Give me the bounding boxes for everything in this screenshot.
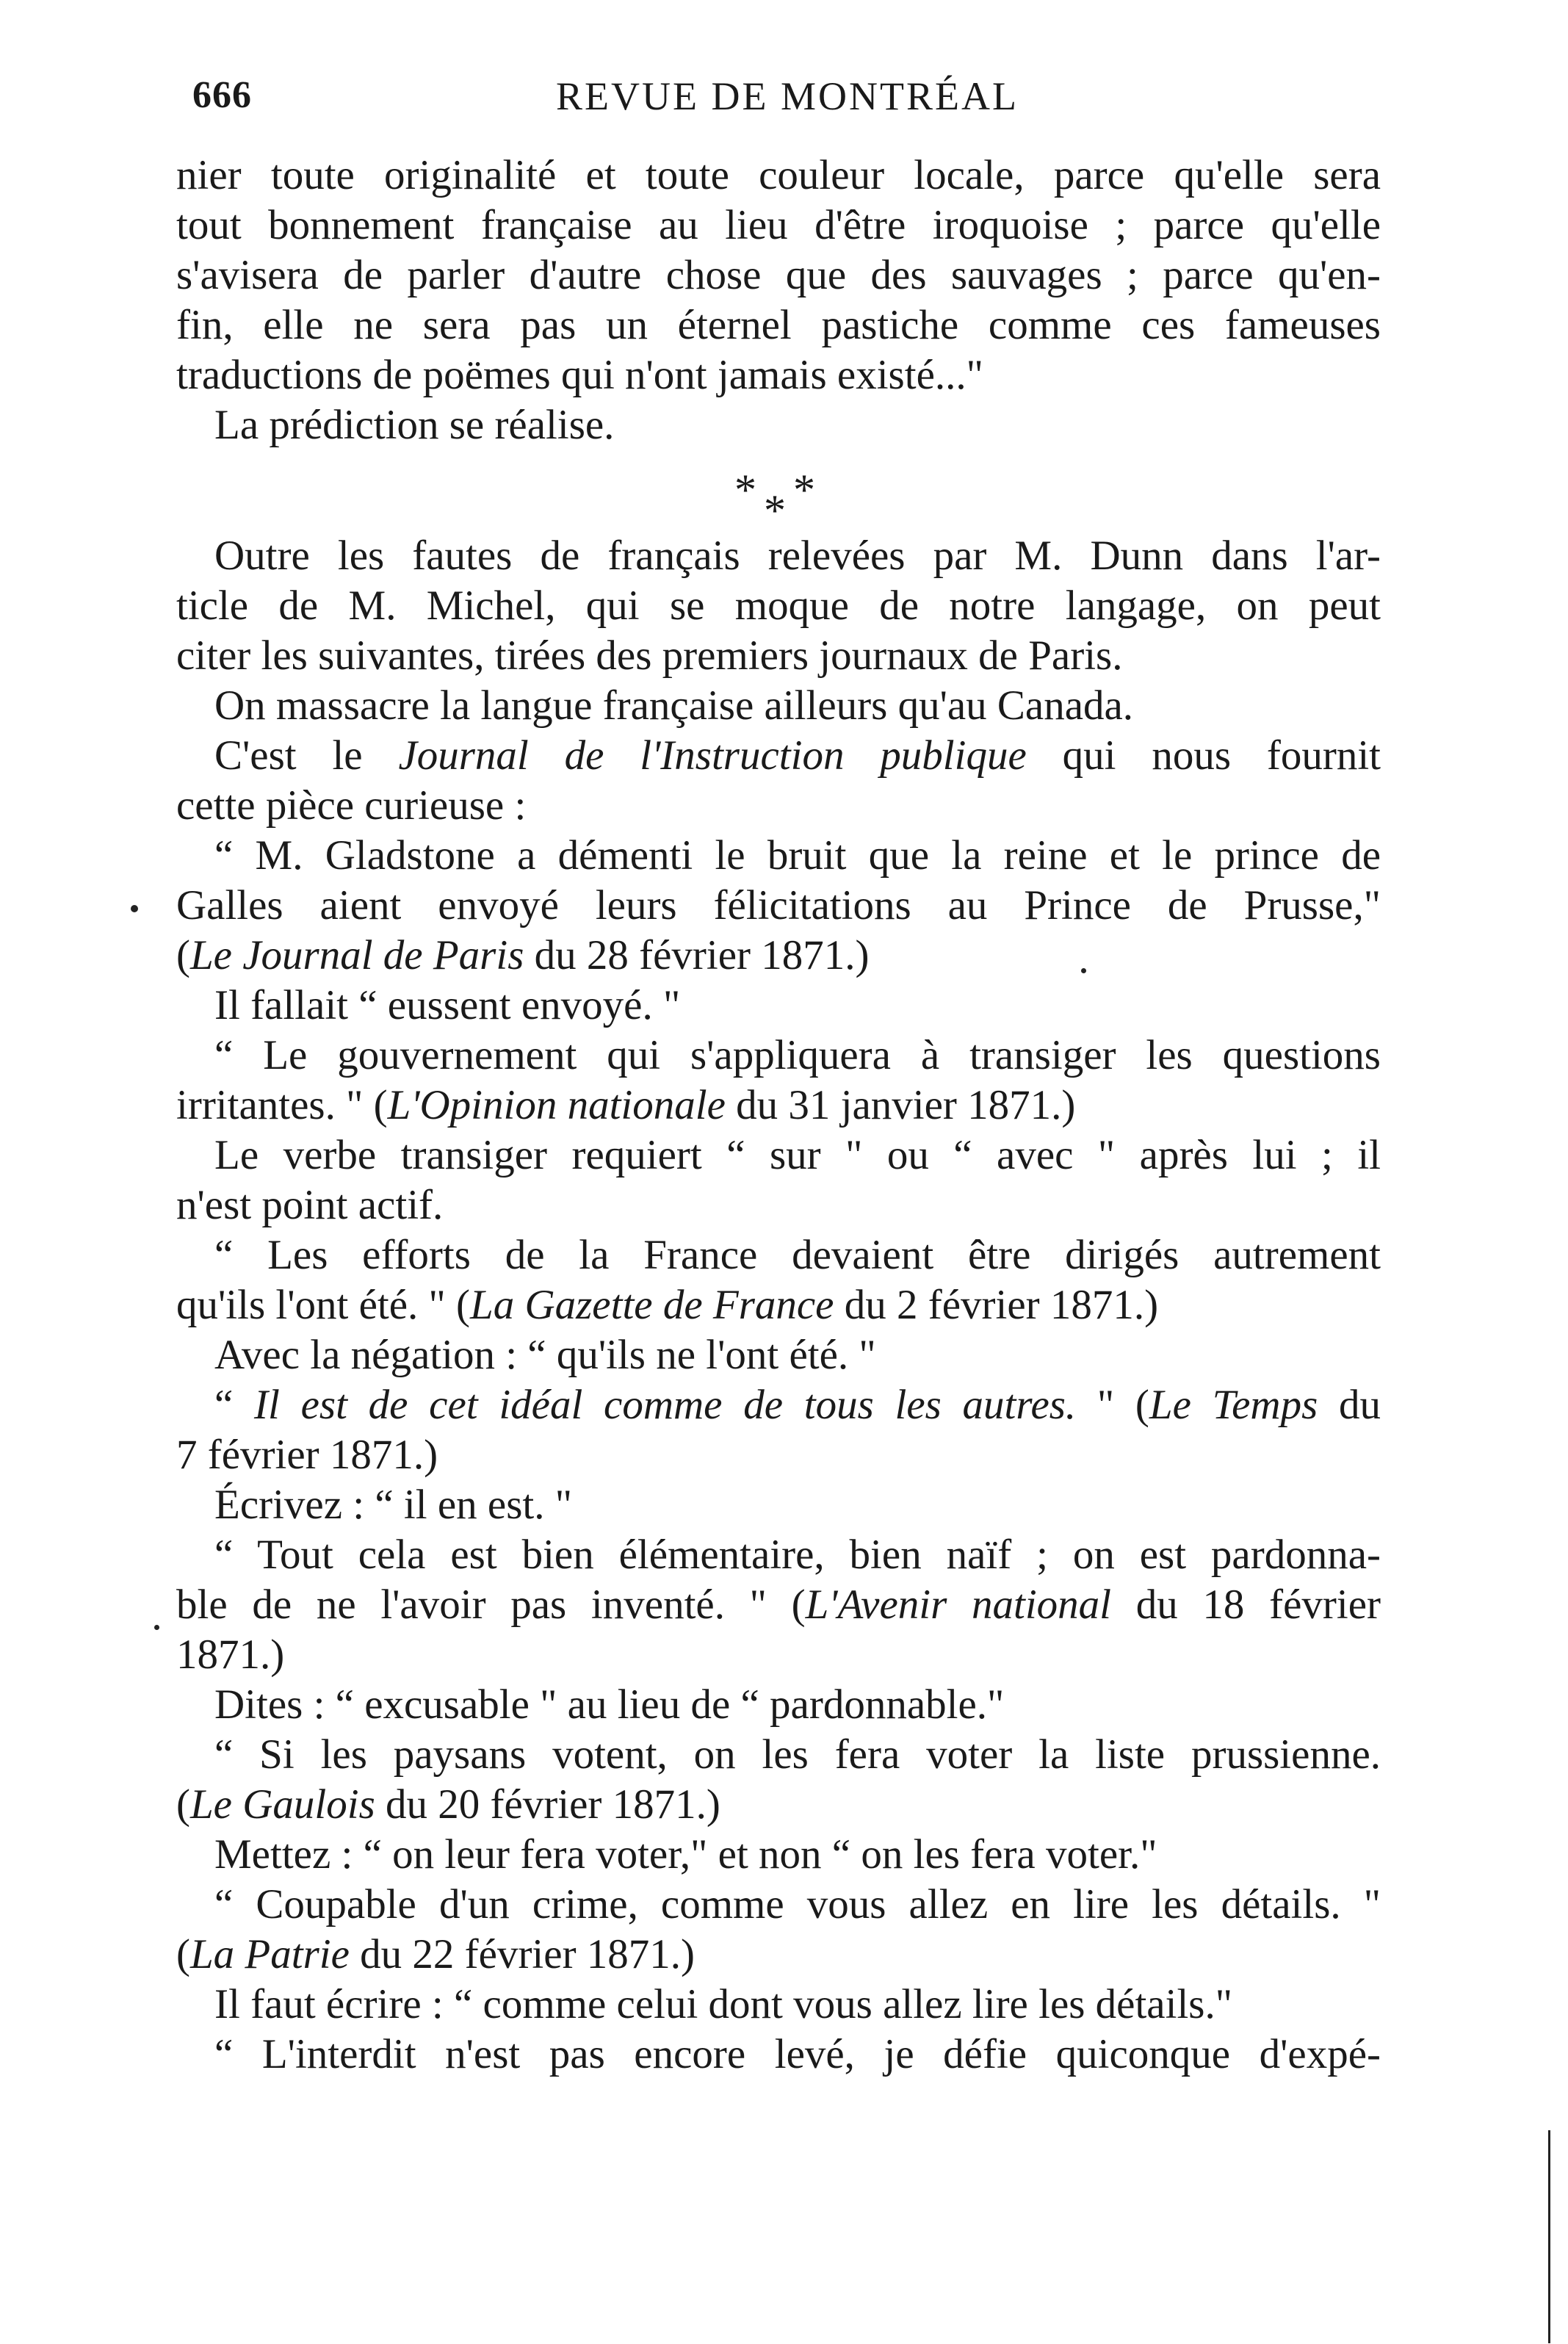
text-run: du 31 janvier 1871.) xyxy=(725,1082,1076,1128)
running-title: REVUE DE MONTRÉAL xyxy=(556,74,1019,118)
quote-line: “ M. Gladstone a démenti le bruit que la reine et le prince de xyxy=(214,832,1381,879)
journal-title: La Patrie xyxy=(189,1931,350,1977)
correction-line: Il faut écrire : “ comme celui dont vous allez lire les détails." xyxy=(214,1981,1232,2027)
page-number: 666 xyxy=(192,74,252,116)
print-speck xyxy=(131,905,138,912)
asterisk-mark: * xyxy=(734,466,756,514)
text-line xyxy=(176,731,1381,781)
quote-line: Galles aient envoyé leurs félicitations au Prince de Prusse," xyxy=(176,882,1381,928)
text-line: La prédiction se réalise. xyxy=(214,402,615,448)
citation-line xyxy=(176,1580,1381,1630)
citation-line xyxy=(176,1930,1381,1980)
text-line: cette pièce curieuse : xyxy=(176,782,527,829)
quote-line: “ Coupable d'un crime, comme vous allez en lire les détails. " xyxy=(214,1881,1381,1928)
text-line: tout bonnement française au lieu d'être iroquoise ; parce qu'elle xyxy=(176,202,1381,248)
text-line: nier toute originalité et toute couleur locale, parce qu'elle sera xyxy=(176,152,1381,198)
text-run: " ( xyxy=(1076,1382,1149,1428)
text-line: fin, elle ne sera pas un éternel pastiche comme ces fameuses xyxy=(176,302,1381,348)
scan-edge-line xyxy=(1548,2130,1550,2343)
text-line: Outre les fautes de français relevées par M. Dunn dans l'ar- xyxy=(214,533,1381,579)
text-run: C'est le xyxy=(214,732,399,779)
quote-line: “ Le gouvernement qui s'appliquera à transiger les questions xyxy=(214,1032,1381,1078)
text-run: du 18 février xyxy=(1111,1582,1381,1628)
citation-line: 7 février 1871.) xyxy=(176,1432,438,1478)
text-run: ( xyxy=(176,1781,190,1828)
text-run: ( xyxy=(176,932,190,978)
text-run: du 28 février 1871.) xyxy=(524,932,870,978)
journal-title: L'Opinion nationale xyxy=(387,1082,726,1128)
text-run: ( xyxy=(176,1931,190,1977)
text-run: du xyxy=(1318,1382,1381,1428)
citation-line xyxy=(176,1081,1381,1130)
asterisk-mark: * xyxy=(793,466,815,514)
text-run: qui nous fournit xyxy=(1026,732,1381,779)
quote-line: “ Si les paysans votent, on les fera voter la liste prussienne. xyxy=(214,1731,1381,1778)
asterisk-mark: * xyxy=(764,486,786,535)
page-header xyxy=(192,73,1382,125)
text-line: citer les suivantes, tirées des premiers journaux de Paris. xyxy=(176,632,1123,679)
print-speck xyxy=(1081,968,1086,973)
text-line: s'avisera de parler d'autre chose que des sauvages ; parce qu'en- xyxy=(176,252,1381,298)
citation-line: 1871.) xyxy=(176,1631,285,1678)
journal-title: Le Temps xyxy=(1149,1382,1318,1428)
quote-line: “ Tout cela est bien élémentaire, bien naïf ; on est pardonna- xyxy=(214,1532,1381,1578)
text-run: du 2 février 1871.) xyxy=(834,1282,1159,1328)
journal-title: La Gazette de France xyxy=(470,1282,834,1328)
journal-title: Le Gaulois xyxy=(189,1781,375,1828)
text-line: traductions de poëmes qui n'ont jamais existé..." xyxy=(176,352,983,398)
text-run: “ xyxy=(214,1382,255,1428)
print-speck xyxy=(154,1625,159,1630)
correction-line: Il fallait “ eussent envoyé. " xyxy=(214,982,681,1028)
quote-line: “ L'interdit n'est pas encore levé, je défie quiconque d'expé- xyxy=(214,2031,1381,2077)
citation-line xyxy=(176,931,1381,981)
text-run: du 22 février 1871.) xyxy=(349,1931,696,1977)
text-run: ble de ne l'avoir pas inventé. " ( xyxy=(176,1582,806,1628)
correction-line: Avec la négation : “ qu'ils ne l'ont été. " xyxy=(214,1332,876,1378)
section-asterism xyxy=(176,450,1381,535)
correction-line: Dites : “ excusable " au lieu de “ pardonnable." xyxy=(214,1681,1005,1728)
correction-line: n'est point actif. xyxy=(176,1182,444,1228)
journal-title: Journal de l'Instruction publique xyxy=(398,732,1027,779)
text-run: du 20 février 1871.) xyxy=(375,1781,720,1828)
text-run: irritantes. " ( xyxy=(176,1082,388,1128)
correction-line: Écrivez : “ il en est. " xyxy=(214,1482,572,1528)
text-run: qu'ils l'ont été. " ( xyxy=(176,1282,471,1328)
journal-title: Le Journal de Paris xyxy=(189,932,524,978)
journal-title: L'Avenir national xyxy=(805,1582,1111,1628)
text-line: ticle de M. Michel, qui se moque de notre langage, on peut xyxy=(176,583,1381,629)
body-text xyxy=(176,151,1381,2080)
citation-line xyxy=(176,1280,1381,1330)
correction-line: Le verbe transiger requiert “ sur " ou “ avec " après lui ; il xyxy=(214,1132,1381,1178)
quote-line xyxy=(176,1380,1381,1430)
quote-line: “ Les efforts de la France devaient être dirigés autrement xyxy=(214,1232,1381,1278)
citation-line xyxy=(176,1780,1381,1830)
quoted-phrase: Il est de cet idéal comme de tous les autres. xyxy=(254,1382,1077,1428)
text-line: On massacre la langue française ailleurs qu'au Canada. xyxy=(214,682,1134,729)
correction-line: Mettez : “ on leur fera voter," et non “ on les fera voter." xyxy=(214,1831,1157,1878)
